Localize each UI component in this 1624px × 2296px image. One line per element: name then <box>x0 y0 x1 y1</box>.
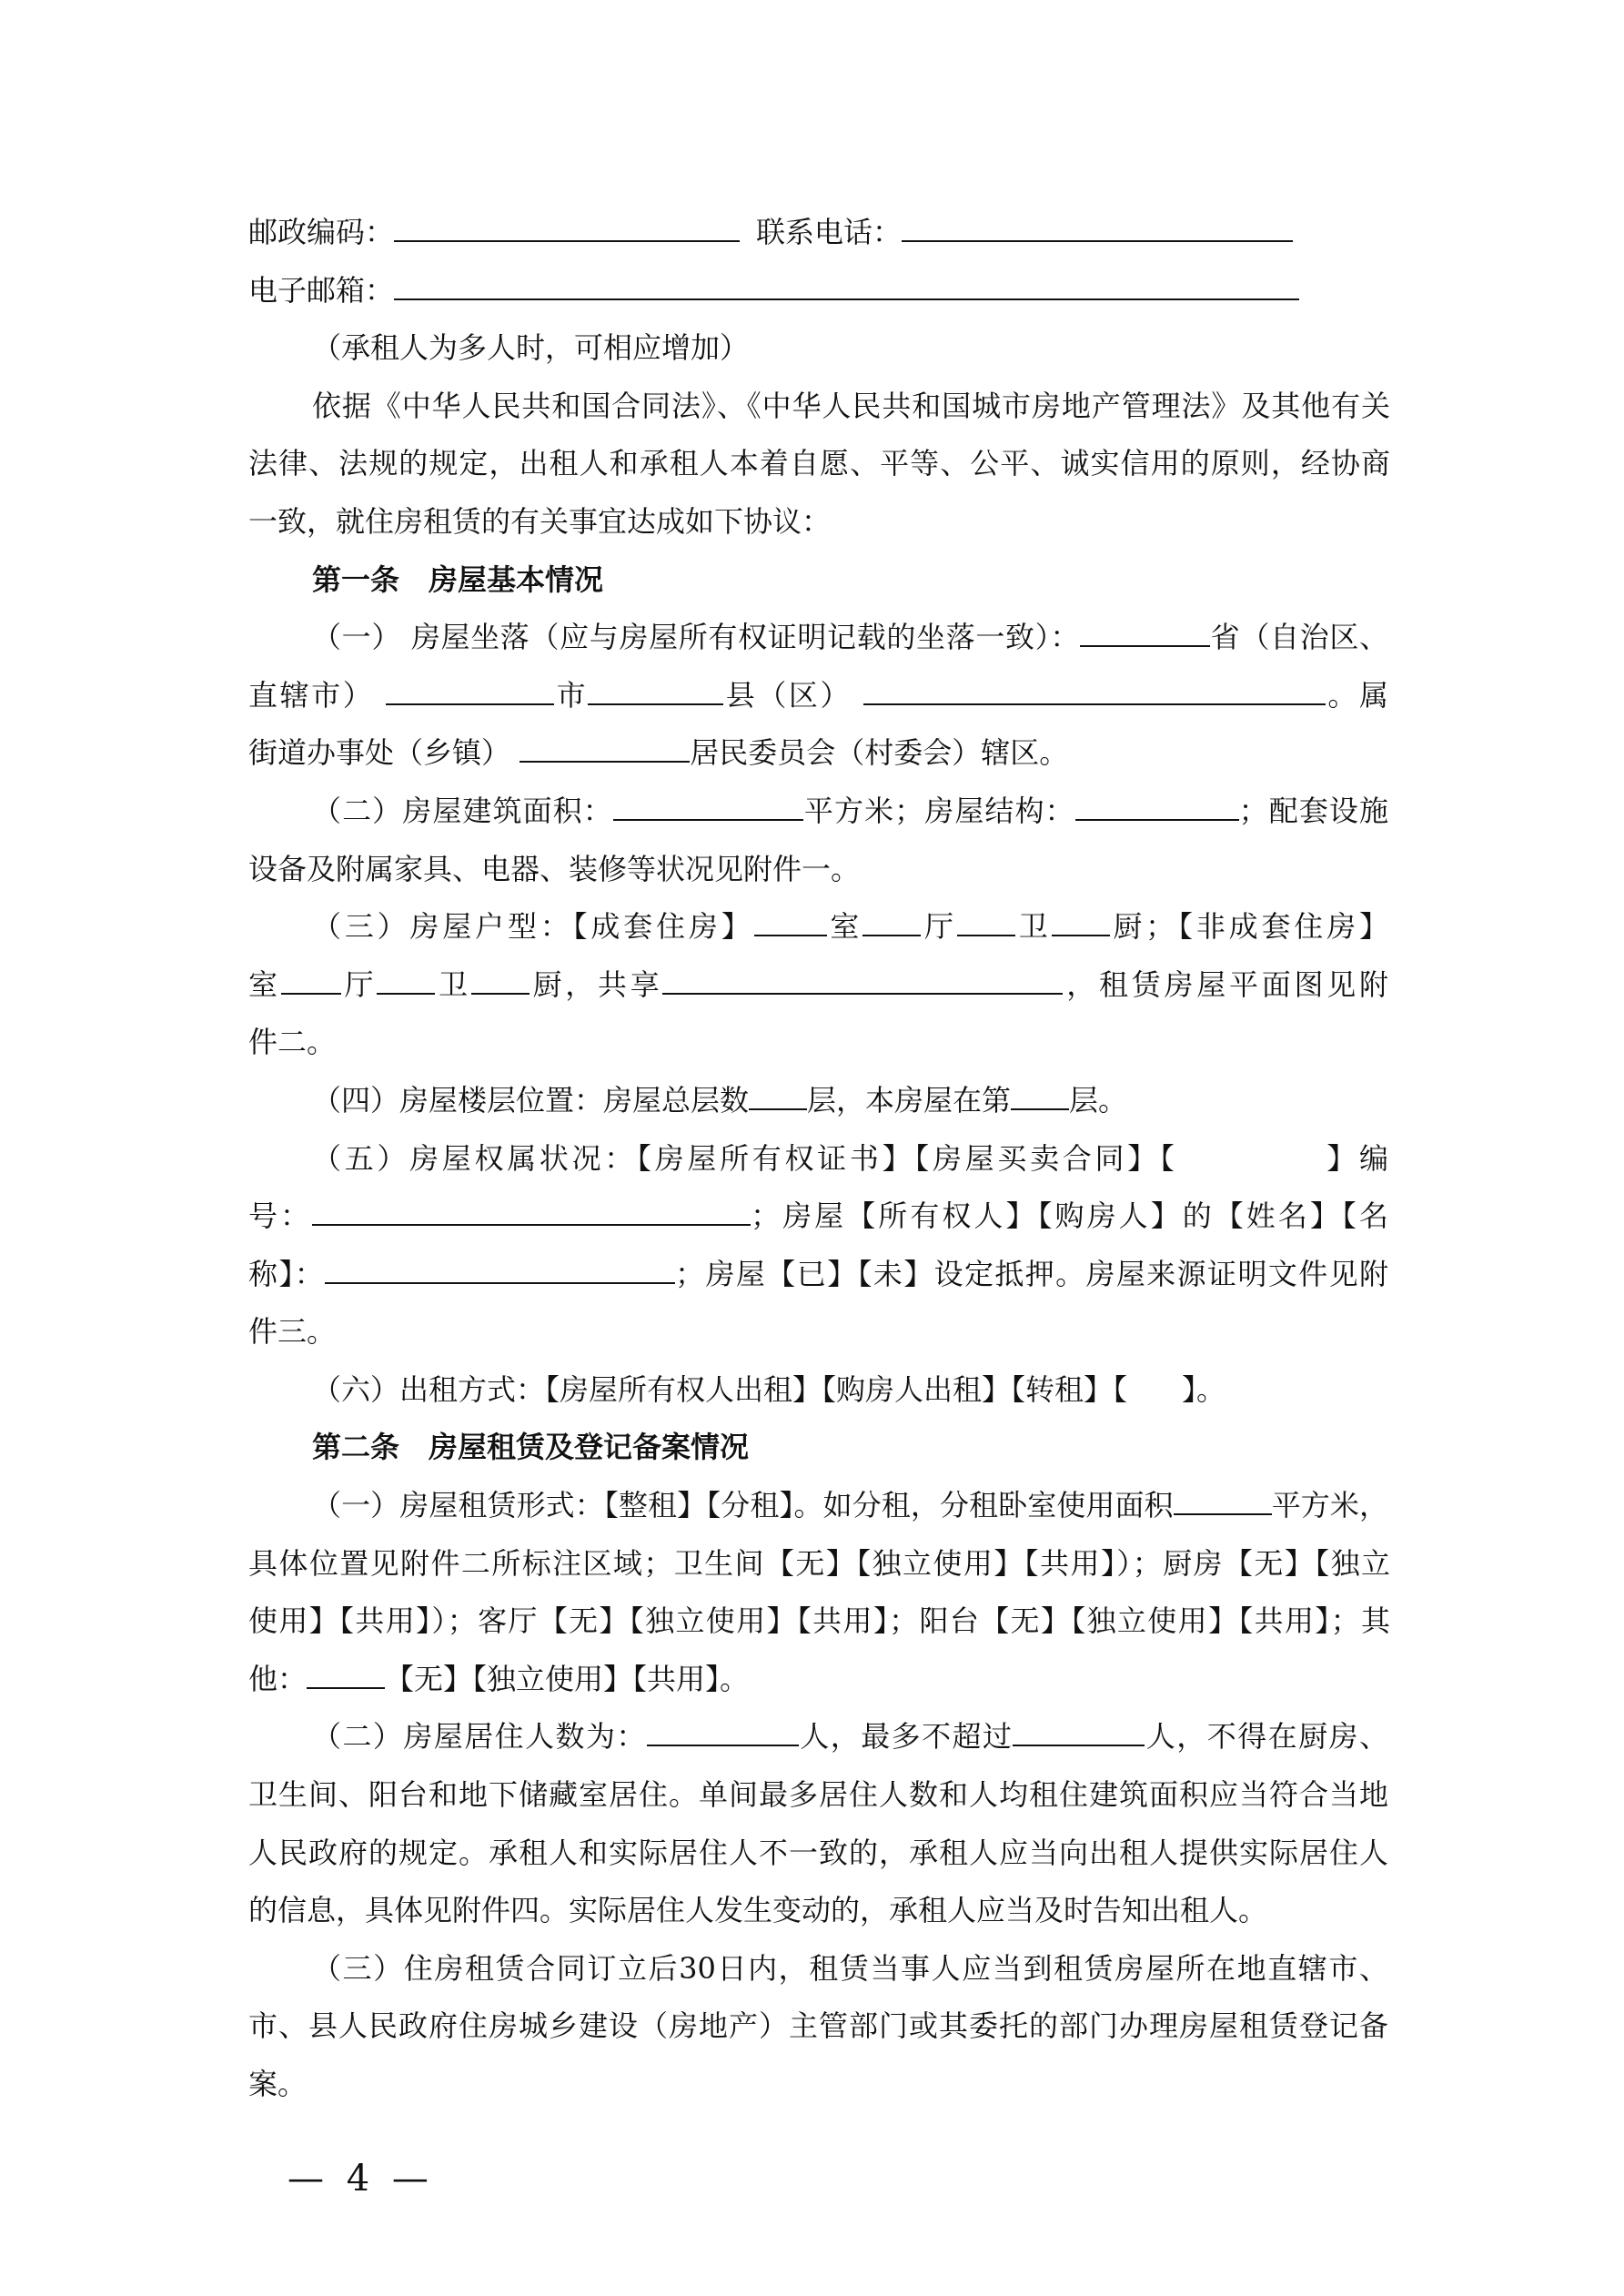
paragraph-line <box>248 1535 1388 1593</box>
text: 县（区） <box>723 677 852 713</box>
email-blank <box>394 271 1299 300</box>
room-blank <box>754 907 827 936</box>
residents-blank <box>647 1717 799 1746</box>
article-1-heading <box>248 551 1388 610</box>
page-number: — 4 — <box>287 2158 434 2200</box>
paragraph-line <box>248 1477 1388 1535</box>
text: 卫 <box>1014 909 1052 945</box>
area-blank <box>613 792 803 821</box>
text: 法律、法规的规定，出租人和承租人本着自愿、平等、公平、诚实信用的原则，经协商 <box>248 446 1388 481</box>
text: 室 <box>248 966 281 1002</box>
paragraph-line <box>248 1303 1388 1361</box>
address-blank <box>863 676 1326 705</box>
text: 案。 <box>248 2067 308 2101</box>
paragraph-line <box>248 2056 1388 2114</box>
text: （二）房屋居住人数为： <box>312 1719 647 1755</box>
heading-text: 第一条 房屋基本情况 <box>312 561 604 597</box>
paragraph-line <box>248 1882 1388 1940</box>
text: 】。 <box>1182 1371 1226 1407</box>
text: （三）房屋户型：【成套住房】 <box>312 909 754 945</box>
paragraph-line <box>248 1651 1388 1709</box>
hall-blank <box>862 907 921 936</box>
text: 室 <box>826 909 863 945</box>
phone-blank <box>902 213 1293 242</box>
paragraph-line <box>248 1246 1388 1304</box>
text: 的信息，具体见附件四。实际居住人发生变动的，承租人应当及时告知出租人。 <box>248 1893 1268 1928</box>
contract-page <box>248 204 1388 2114</box>
paragraph-line <box>248 493 1388 551</box>
text: （六）出租方式：【房屋所有权人出租】【购房人出租】【转租】【 <box>312 1371 1128 1407</box>
article-2-heading <box>248 1419 1388 1477</box>
text: 省（自治区、 <box>1210 620 1388 655</box>
text: 使用】【共用】）；客厅【无】【独立使用】【共用】；阳台【无】【独立使用】【共用】；其 <box>248 1603 1388 1639</box>
text: 层。 <box>1069 1082 1128 1118</box>
paragraph-line <box>248 1825 1388 1883</box>
text: 件三。 <box>248 1314 337 1350</box>
kitchen-blank <box>1052 907 1110 936</box>
paragraph-line <box>248 435 1388 493</box>
postal-phone-line <box>248 204 1388 262</box>
paragraph-line <box>248 1998 1388 2056</box>
postal-code-label: 邮政编码： <box>248 215 395 249</box>
text: 】编 <box>1323 1140 1388 1176</box>
text: 厅 <box>921 909 957 945</box>
text: 层，本房屋在第 <box>807 1082 1012 1118</box>
paragraph-line <box>248 1014 1388 1072</box>
owner-name-blank <box>325 1255 675 1284</box>
kitchen-blank <box>471 966 530 995</box>
text: 市 <box>554 677 589 713</box>
text: ；房屋【已】【未】设定抵押。房屋来源证明文件见附 <box>675 1256 1388 1291</box>
paragraph-line <box>248 1708 1388 1766</box>
county-blank <box>588 676 723 705</box>
text: 设备及附属家具、电器、装修等状况见附件一。 <box>248 851 861 886</box>
text: （一）房屋租赁形式：【整租】【分租】。如分租，分租卧室使用面积 <box>312 1488 1174 1523</box>
text: 。属 <box>1325 677 1388 713</box>
paragraph-line <box>248 1072 1388 1130</box>
floor-blank <box>1011 1081 1069 1110</box>
text: 直辖市） <box>248 677 375 713</box>
paragraph-line <box>248 378 1388 436</box>
paragraph-line <box>248 1766 1388 1825</box>
max-residents-blank <box>1013 1717 1145 1746</box>
text: ，租赁房屋平面图见附 <box>1063 966 1388 1002</box>
text: 人，不得在厨房、 <box>1145 1719 1388 1755</box>
text: 【无】【独立使用】【共用】。 <box>385 1661 750 1696</box>
text: 一致，就住房租赁的有关事宜达成如下协议： <box>248 503 832 539</box>
hall-blank <box>281 966 341 995</box>
bedroom-area-blank <box>1174 1486 1272 1515</box>
paragraph-line <box>248 956 1388 1015</box>
paragraph-line <box>248 1593 1388 1651</box>
paragraph-line <box>248 841 1388 899</box>
text: 具体位置见附件二所标注区域；卫生间【无】【独立使用】【共用】）；厨房【无】【独立 <box>248 1545 1388 1581</box>
text: （四）房屋楼层位置：房屋总层数 <box>312 1082 750 1118</box>
text: ；配套设施 <box>1238 793 1388 828</box>
bath-blank <box>957 907 1015 936</box>
text: 平方米；房屋结构： <box>802 793 1075 828</box>
bath-blank <box>377 966 435 995</box>
structure-blank <box>1075 792 1239 821</box>
text: 件二。 <box>248 1025 337 1060</box>
text: 卫 <box>435 966 471 1002</box>
paragraph-line <box>248 898 1388 956</box>
other-blank <box>307 1660 385 1689</box>
postal-code-blank <box>394 213 740 242</box>
text: 厨；【非成套住房】 <box>1109 909 1388 945</box>
text: 居民委员会（村委会）辖区。 <box>690 735 1069 771</box>
text: 人民政府的规定。承租人和实际居住人不一致的，承租人应当向出租人提供实际居住人 <box>248 1835 1388 1870</box>
text: ；房屋【所有权人】【购房人】的【姓名】【名 <box>751 1199 1388 1234</box>
phone-label: 联系电话： <box>756 215 903 249</box>
paragraph-line <box>248 1188 1388 1246</box>
street-blank <box>519 733 690 763</box>
text: 卫生间、阳台和地下储藏室居住。单间最多居住人数和人均租住建筑面积应当符合当地 <box>248 1777 1388 1813</box>
text: （五）房屋权属状况：【房屋所有权证书】【房屋买卖合同】【 <box>312 1140 1178 1176</box>
text: 平方米， <box>1271 1488 1388 1523</box>
text: 人，最多不超过 <box>798 1719 1014 1755</box>
province-blank <box>1080 618 1210 647</box>
text: 号： <box>248 1199 313 1234</box>
text: 依据《中华人民共和国合同法》、《中华人民共和国城市房地产管理法》及其他有关 <box>312 388 1388 423</box>
shared-blank <box>662 966 1063 995</box>
heading-text: 第二条 房屋租赁及登记备案情况 <box>312 1430 750 1465</box>
total-floors-blank <box>749 1081 807 1110</box>
paragraph-line <box>248 1361 1388 1420</box>
text: （二）房屋建筑面积： <box>312 793 613 828</box>
email-label: 电子邮箱： <box>248 272 395 308</box>
paragraph-line <box>248 1940 1388 1998</box>
note-line <box>248 319 1388 378</box>
text: 称】： <box>248 1256 326 1291</box>
email-line <box>248 262 1388 320</box>
text: 他： <box>248 1661 308 1696</box>
paragraph-line <box>248 1130 1388 1188</box>
text: （三）住房租赁合同订立后30日内，租赁当事人应当到租赁房屋所在地直辖市、 <box>312 1950 1388 1986</box>
paragraph-line <box>248 783 1388 841</box>
text: 厅 <box>340 966 378 1002</box>
number-blank <box>312 1197 751 1226</box>
text: 街道办事处（乡镇） <box>248 735 511 771</box>
text: 厨，共享 <box>529 966 663 1002</box>
paragraph-line <box>248 724 1388 783</box>
text: 市、县人民政府住房城乡建设（房地产）主管部门或其委托的部门办理房屋租赁登记备 <box>248 2008 1388 2044</box>
note-text: （承租人为多人时，可相应增加） <box>312 330 750 366</box>
paragraph-line <box>248 609 1388 667</box>
text: （一） 房屋坐落（应与房屋所有权证明记载的坐落一致）： <box>312 620 1081 655</box>
paragraph-line <box>248 667 1388 725</box>
city-blank <box>386 676 554 705</box>
